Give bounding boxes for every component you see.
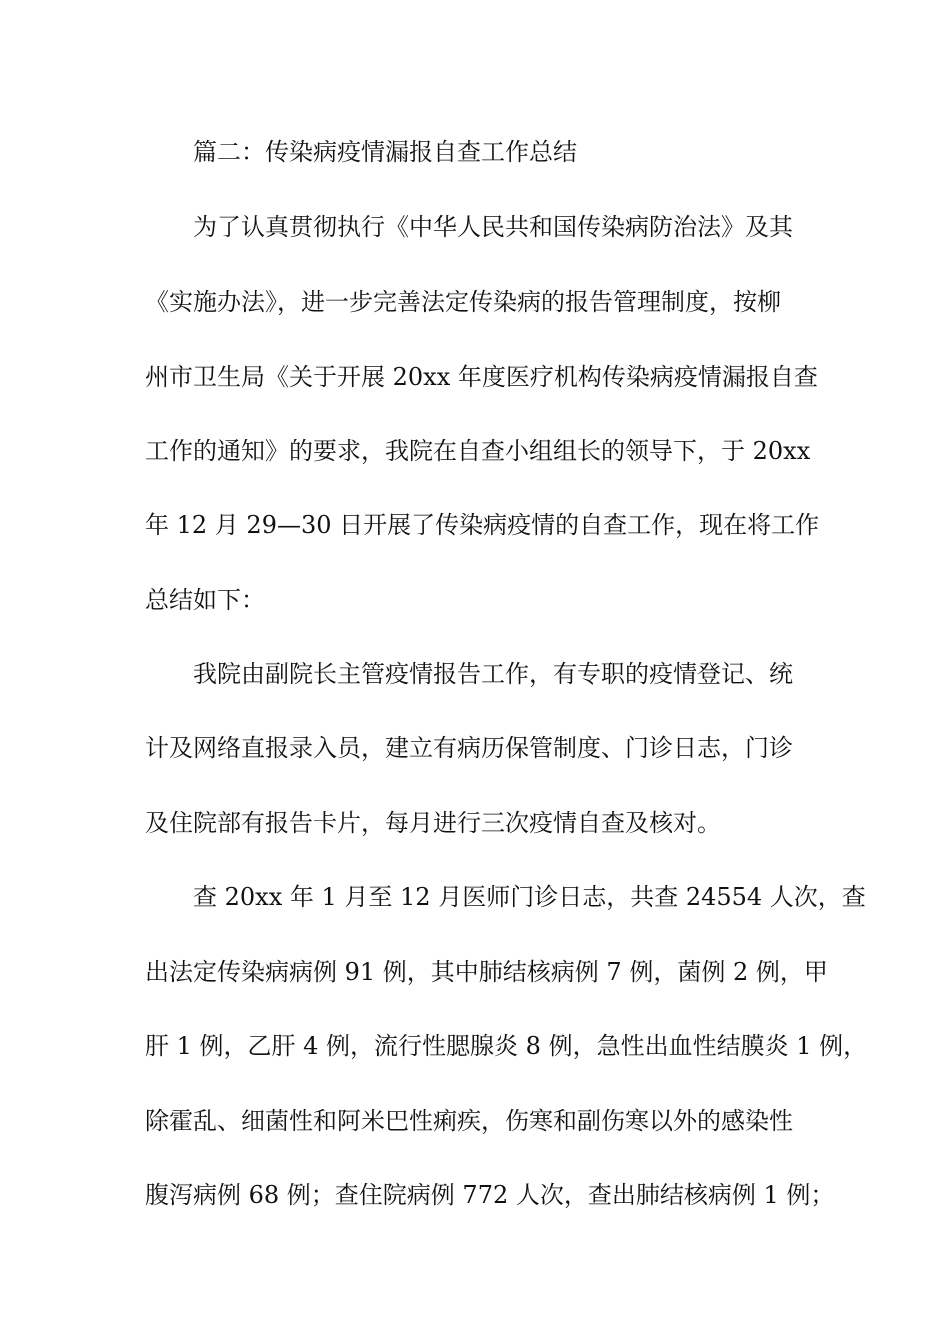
paragraph-line: 除霍乱、细菌性和阿米巴性痢疾，伤寒和副伤寒以外的感染性 [145,1107,793,1135]
paragraph-line: 年 12 月 29—30 日开展了传染病疫情的自查工作，现在将工作 [145,511,820,539]
paragraph-line: 腹泻病例 68 例；查住院病例 772 人次，查出肺结核病例 1 例； [145,1181,835,1209]
paragraph-line: 出法定传染病病例 91 例，其中肺结核病例 7 例，菌例 2 例，甲 [145,958,828,986]
paragraph-line: 为了认真贯彻执行《中华人民共和国传染病防治法》及其 [193,213,793,241]
paragraph-line: 总结如下： [145,586,265,614]
paragraph-line: 及住院部有报告卡片，每月进行三次疫情自查及核对。 [145,809,721,837]
paragraph-line: 州市卫生局《关于开展 20xx 年度医疗机构传染病疫情漏报自查 [145,363,818,391]
paragraph-line: 肝 1 例，乙肝 4 例，流行性腮腺炎 8 例，急性出血性结膜炎 1 例， [145,1032,868,1060]
paragraph-line: 我院由副院长主管疫情报告工作，有专职的疫情登记、统 [193,660,793,688]
document-title: 篇二：传染病疫情漏报自查工作总结 [193,138,577,166]
paragraph-line: 计及网络直报录入员，建立有病历保管制度、门诊日志，门诊 [145,734,793,762]
paragraph-line: 工作的通知》的要求，我院在自查小组组长的领导下，于 20xx [145,437,811,465]
paragraph-line: 查 20xx 年 1 月至 12 月医师门诊日志，共查 24554 人次，查 [193,883,866,911]
paragraph-line: 《实施办法》，进一步完善法定传染病的报告管理制度，按柳 [145,288,781,316]
